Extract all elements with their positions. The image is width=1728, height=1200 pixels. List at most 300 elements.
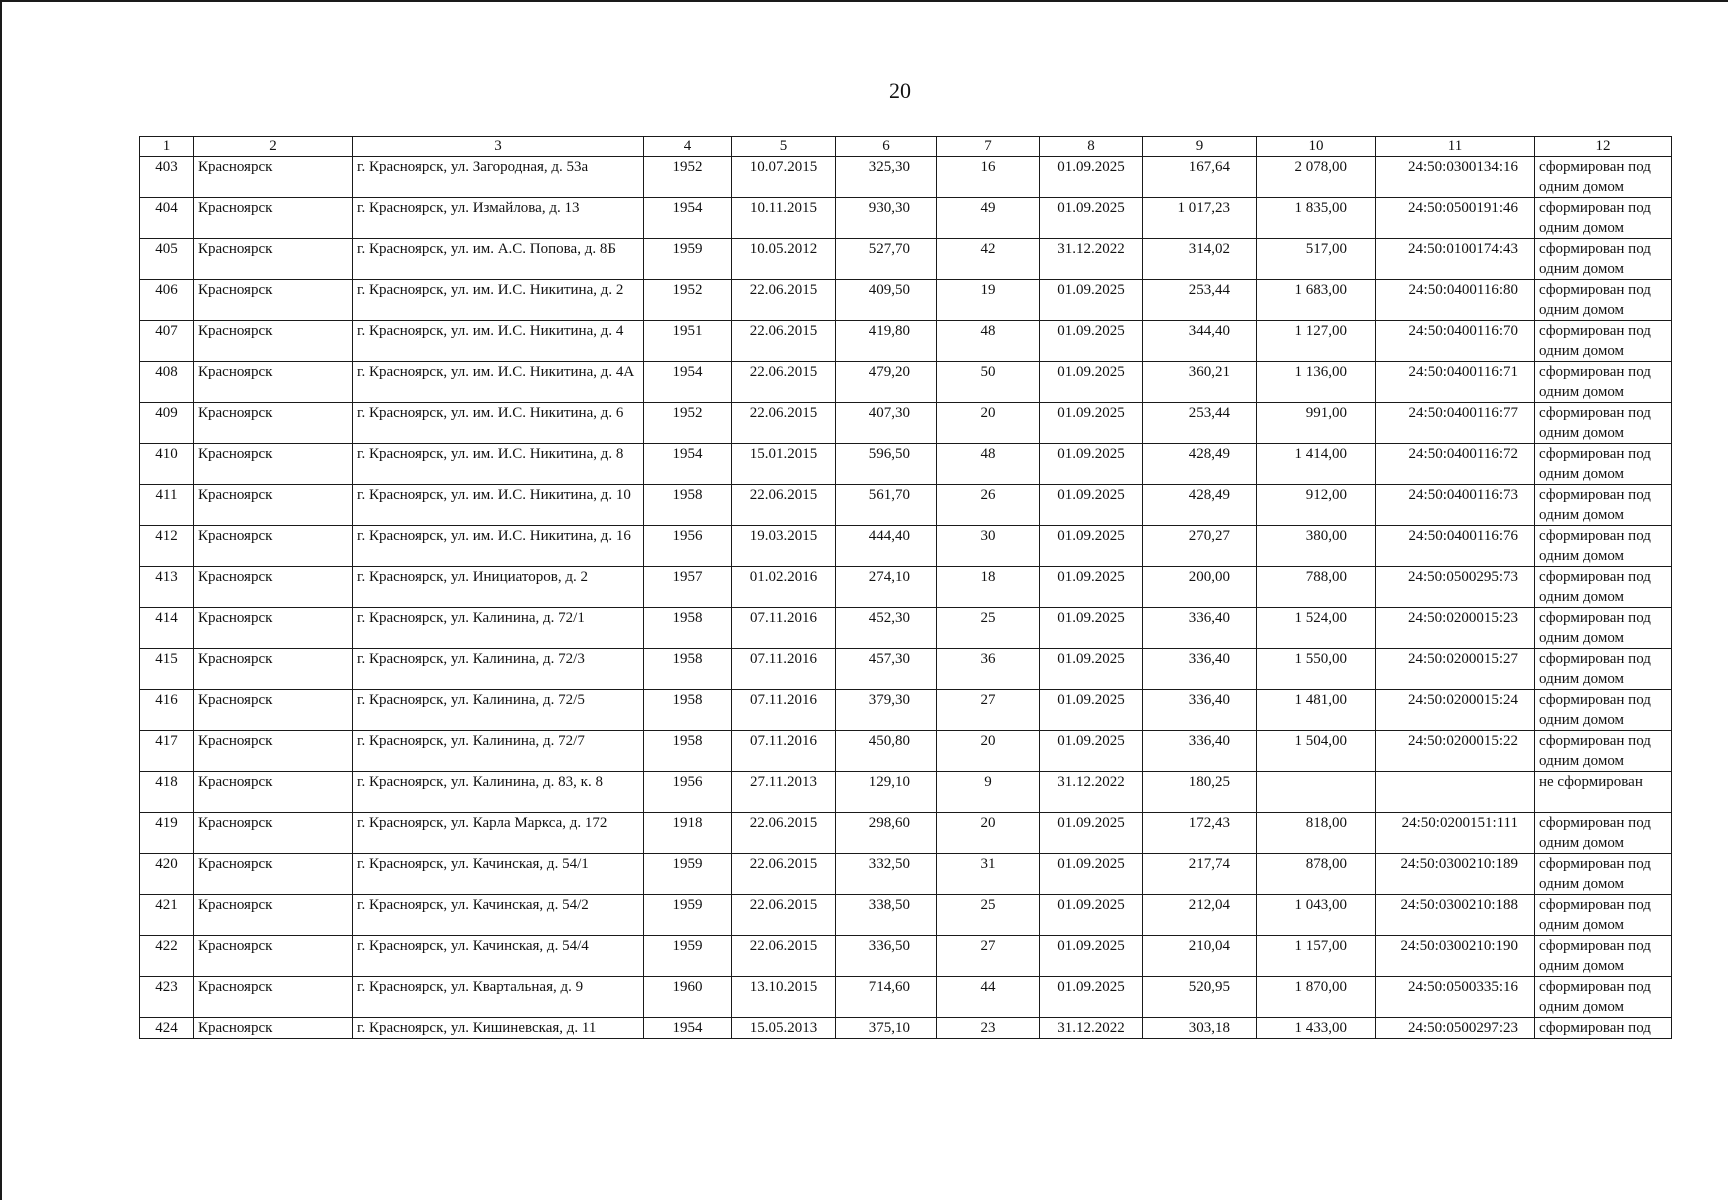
table-row xyxy=(140,526,1672,567)
residents-cell: 50 xyxy=(937,362,1040,403)
residents-cell: 49 xyxy=(937,198,1040,239)
cadastral-number-cell: 24:50:0500297:23 xyxy=(1376,1018,1535,1039)
year-built-cell: 1958 xyxy=(644,485,732,526)
land-status-cell: сформирован под одним домом xyxy=(1535,403,1672,444)
date-cell: 10.07.2015 xyxy=(732,157,836,198)
living-area-cell: 336,40 xyxy=(1143,690,1257,731)
row-number-cell: 412 xyxy=(140,526,194,567)
land-status-cell: сформирован под одним домом xyxy=(1535,895,1672,936)
date-cell: 22.06.2015 xyxy=(732,854,836,895)
residents-cell: 30 xyxy=(937,526,1040,567)
deadline-date-cell: 01.09.2025 xyxy=(1040,690,1143,731)
settlement-cell: Красноярск xyxy=(194,731,353,772)
living-area-cell: 200,00 xyxy=(1143,567,1257,608)
cadastral-number-cell: 24:50:0200151:111 xyxy=(1376,813,1535,854)
housing-registry-table xyxy=(139,136,1672,1039)
area-cell: 419,80 xyxy=(836,321,937,362)
residents-cell: 18 xyxy=(937,567,1040,608)
living-area-cell: 428,49 xyxy=(1143,485,1257,526)
date-cell: 22.06.2015 xyxy=(732,403,836,444)
date-cell: 07.11.2016 xyxy=(732,690,836,731)
area-cell: 338,50 xyxy=(836,895,937,936)
cadastral-number-cell: 24:50:0200015:22 xyxy=(1376,731,1535,772)
year-built-cell: 1958 xyxy=(644,608,732,649)
living-area-cell: 303,18 xyxy=(1143,1018,1257,1039)
date-cell: 19.03.2015 xyxy=(732,526,836,567)
cadastral-number-cell: 24:50:0300134:16 xyxy=(1376,157,1535,198)
table-row xyxy=(140,977,1672,1018)
land-status-cell: сформирован под одним домом xyxy=(1535,321,1672,362)
year-built-cell: 1959 xyxy=(644,895,732,936)
deadline-date-cell: 31.12.2022 xyxy=(1040,772,1143,813)
row-number-cell: 403 xyxy=(140,157,194,198)
land-status-cell: сформирован под одним домом xyxy=(1535,690,1672,731)
area-cell: 930,30 xyxy=(836,198,937,239)
column-header: 11 xyxy=(1376,137,1535,157)
land-area-cell: 991,00 xyxy=(1257,403,1376,444)
land-status-cell: сформирован под одним домом xyxy=(1535,977,1672,1018)
row-number-cell: 411 xyxy=(140,485,194,526)
land-status-cell: сформирован под одним домом xyxy=(1535,239,1672,280)
land-status-cell: сформирован под одним домом xyxy=(1535,936,1672,977)
land-area-cell: 1 127,00 xyxy=(1257,321,1376,362)
date-cell: 07.11.2016 xyxy=(732,731,836,772)
settlement-cell: Красноярск xyxy=(194,772,353,813)
table-row xyxy=(140,649,1672,690)
living-area-cell: 212,04 xyxy=(1143,895,1257,936)
column-header: 2 xyxy=(194,137,353,157)
address-cell: г. Красноярск, ул. Калинина, д. 72/7 xyxy=(353,731,644,772)
year-built-cell: 1958 xyxy=(644,731,732,772)
address-cell: г. Красноярск, ул. им. И.С. Никитина, д. 4 xyxy=(353,321,644,362)
address-cell: г. Красноярск, ул. им. И.С. Никитина, д. 2 xyxy=(353,280,644,321)
area-cell: 444,40 xyxy=(836,526,937,567)
area-cell: 407,30 xyxy=(836,403,937,444)
table-row xyxy=(140,608,1672,649)
address-cell: г. Красноярск, ул. Качинская, д. 54/1 xyxy=(353,854,644,895)
residents-cell: 19 xyxy=(937,280,1040,321)
address-cell: г. Красноярск, ул. Кишиневская, д. 11 xyxy=(353,1018,644,1039)
residents-cell: 48 xyxy=(937,321,1040,362)
address-cell: г. Красноярск, ул. Измайлова, д. 13 xyxy=(353,198,644,239)
land-area-cell: 1 835,00 xyxy=(1257,198,1376,239)
area-cell: 596,50 xyxy=(836,444,937,485)
living-area-cell: 167,64 xyxy=(1143,157,1257,198)
residents-cell: 16 xyxy=(937,157,1040,198)
year-built-cell: 1954 xyxy=(644,362,732,403)
deadline-date-cell: 01.09.2025 xyxy=(1040,567,1143,608)
area-cell: 714,60 xyxy=(836,977,937,1018)
deadline-date-cell: 01.09.2025 xyxy=(1040,854,1143,895)
land-area-cell: 912,00 xyxy=(1257,485,1376,526)
living-area-cell: 270,27 xyxy=(1143,526,1257,567)
settlement-cell: Красноярск xyxy=(194,444,353,485)
living-area-cell: 253,44 xyxy=(1143,280,1257,321)
date-cell: 13.10.2015 xyxy=(732,977,836,1018)
cadastral-number-cell: 24:50:0400116:72 xyxy=(1376,444,1535,485)
column-header: 1 xyxy=(140,137,194,157)
cadastral-number-cell: 24:50:0500295:73 xyxy=(1376,567,1535,608)
living-area-cell: 336,40 xyxy=(1143,731,1257,772)
row-number-cell: 414 xyxy=(140,608,194,649)
row-number-cell: 423 xyxy=(140,977,194,1018)
area-cell: 479,20 xyxy=(836,362,937,403)
row-number-cell: 418 xyxy=(140,772,194,813)
year-built-cell: 1956 xyxy=(644,526,732,567)
address-cell: г. Красноярск, ул. Калинина, д. 72/1 xyxy=(353,608,644,649)
date-cell: 22.06.2015 xyxy=(732,362,836,403)
column-header: 9 xyxy=(1143,137,1257,157)
land-status-cell: сформирован под одним домом xyxy=(1535,362,1672,403)
living-area-cell: 314,02 xyxy=(1143,239,1257,280)
settlement-cell: Красноярск xyxy=(194,1018,353,1039)
deadline-date-cell: 01.09.2025 xyxy=(1040,731,1143,772)
land-area-cell: 1 157,00 xyxy=(1257,936,1376,977)
table-row xyxy=(140,895,1672,936)
settlement-cell: Красноярск xyxy=(194,403,353,444)
table-row xyxy=(140,567,1672,608)
year-built-cell: 1952 xyxy=(644,280,732,321)
cadastral-number-cell: 24:50:0400116:70 xyxy=(1376,321,1535,362)
settlement-cell: Красноярск xyxy=(194,239,353,280)
row-number-cell: 424 xyxy=(140,1018,194,1039)
cadastral-number-cell: 24:50:0500335:16 xyxy=(1376,977,1535,1018)
deadline-date-cell: 01.09.2025 xyxy=(1040,362,1143,403)
settlement-cell: Красноярск xyxy=(194,649,353,690)
settlement-cell: Красноярск xyxy=(194,977,353,1018)
living-area-cell: 172,43 xyxy=(1143,813,1257,854)
row-number-cell: 408 xyxy=(140,362,194,403)
cadastral-number-cell: 24:50:0300210:188 xyxy=(1376,895,1535,936)
area-cell: 332,50 xyxy=(836,854,937,895)
cadastral-number-cell: 24:50:0400116:77 xyxy=(1376,403,1535,444)
cadastral-number-cell: 24:50:0100174:43 xyxy=(1376,239,1535,280)
residents-cell: 42 xyxy=(937,239,1040,280)
date-cell: 15.05.2013 xyxy=(732,1018,836,1039)
row-number-cell: 421 xyxy=(140,895,194,936)
area-cell: 452,30 xyxy=(836,608,937,649)
cadastral-number-cell: 24:50:0400116:80 xyxy=(1376,280,1535,321)
residents-cell: 27 xyxy=(937,690,1040,731)
year-built-cell: 1956 xyxy=(644,772,732,813)
table-row xyxy=(140,813,1672,854)
land-area-cell xyxy=(1257,772,1376,813)
land-status-cell: сформирован под одним домом xyxy=(1535,854,1672,895)
column-number-row xyxy=(140,137,1672,157)
settlement-cell: Красноярск xyxy=(194,895,353,936)
deadline-date-cell: 01.09.2025 xyxy=(1040,321,1143,362)
table-row xyxy=(140,485,1672,526)
table-row xyxy=(140,854,1672,895)
year-built-cell: 1958 xyxy=(644,690,732,731)
living-area-cell: 180,25 xyxy=(1143,772,1257,813)
year-built-cell: 1954 xyxy=(644,198,732,239)
area-cell: 527,70 xyxy=(836,239,937,280)
year-built-cell: 1958 xyxy=(644,649,732,690)
column-header: 7 xyxy=(937,137,1040,157)
row-number-cell: 416 xyxy=(140,690,194,731)
land-area-cell: 1 683,00 xyxy=(1257,280,1376,321)
date-cell: 22.06.2015 xyxy=(732,813,836,854)
registry-body xyxy=(140,157,1672,1039)
date-cell: 22.06.2015 xyxy=(732,485,836,526)
address-cell: г. Красноярск, ул. Калинина, д. 72/5 xyxy=(353,690,644,731)
row-number-cell: 404 xyxy=(140,198,194,239)
living-area-cell: 253,44 xyxy=(1143,403,1257,444)
date-cell: 07.11.2016 xyxy=(732,649,836,690)
address-cell: г. Красноярск, ул. Квартальная, д. 9 xyxy=(353,977,644,1018)
cadastral-number-cell: 24:50:0500191:46 xyxy=(1376,198,1535,239)
land-status-cell: сформирован под одним домом xyxy=(1535,731,1672,772)
living-area-cell: 217,74 xyxy=(1143,854,1257,895)
settlement-cell: Красноярск xyxy=(194,362,353,403)
area-cell: 379,30 xyxy=(836,690,937,731)
address-cell: г. Красноярск, ул. им. И.С. Никитина, д. 6 xyxy=(353,403,644,444)
table-row xyxy=(140,239,1672,280)
date-cell: 22.06.2015 xyxy=(732,895,836,936)
table-row xyxy=(140,280,1672,321)
address-cell: г. Красноярск, ул. Качинская, д. 54/4 xyxy=(353,936,644,977)
land-status-cell: сформирован под одним домом xyxy=(1535,280,1672,321)
residents-cell: 20 xyxy=(937,813,1040,854)
year-built-cell: 1952 xyxy=(644,157,732,198)
land-status-cell: сформирован под одним домом xyxy=(1535,198,1672,239)
cadastral-number-cell: 24:50:0300210:190 xyxy=(1376,936,1535,977)
date-cell: 22.06.2015 xyxy=(732,936,836,977)
residents-cell: 36 xyxy=(937,649,1040,690)
column-header: 10 xyxy=(1257,137,1376,157)
settlement-cell: Красноярск xyxy=(194,854,353,895)
settlement-cell: Красноярск xyxy=(194,198,353,239)
row-number-cell: 407 xyxy=(140,321,194,362)
cadastral-number-cell xyxy=(1376,772,1535,813)
land-area-cell: 788,00 xyxy=(1257,567,1376,608)
year-built-cell: 1954 xyxy=(644,1018,732,1039)
area-cell: 129,10 xyxy=(836,772,937,813)
land-area-cell: 1 504,00 xyxy=(1257,731,1376,772)
cadastral-number-cell: 24:50:0200015:23 xyxy=(1376,608,1535,649)
column-header: 12 xyxy=(1535,137,1672,157)
area-cell: 325,30 xyxy=(836,157,937,198)
deadline-date-cell: 01.09.2025 xyxy=(1040,977,1143,1018)
area-cell: 561,70 xyxy=(836,485,937,526)
year-built-cell: 1959 xyxy=(644,936,732,977)
living-area-cell: 336,40 xyxy=(1143,649,1257,690)
date-cell: 15.01.2015 xyxy=(732,444,836,485)
date-cell: 07.11.2016 xyxy=(732,608,836,649)
year-built-cell: 1951 xyxy=(644,321,732,362)
area-cell: 336,50 xyxy=(836,936,937,977)
settlement-cell: Красноярск xyxy=(194,321,353,362)
deadline-date-cell: 01.09.2025 xyxy=(1040,403,1143,444)
residents-cell: 48 xyxy=(937,444,1040,485)
living-area-cell: 210,04 xyxy=(1143,936,1257,977)
address-cell: г. Красноярск, ул. Загородная, д. 53а xyxy=(353,157,644,198)
deadline-date-cell: 01.09.2025 xyxy=(1040,813,1143,854)
deadline-date-cell: 01.09.2025 xyxy=(1040,444,1143,485)
land-area-cell: 1 870,00 xyxy=(1257,977,1376,1018)
date-cell: 22.06.2015 xyxy=(732,280,836,321)
land-area-cell: 1 043,00 xyxy=(1257,895,1376,936)
land-status-cell: сформирован под одним домом xyxy=(1535,485,1672,526)
residents-cell: 20 xyxy=(937,403,1040,444)
living-area-cell: 428,49 xyxy=(1143,444,1257,485)
cadastral-number-cell: 24:50:0200015:27 xyxy=(1376,649,1535,690)
deadline-date-cell: 01.09.2025 xyxy=(1040,936,1143,977)
page-number: 20 xyxy=(889,78,911,103)
year-built-cell: 1954 xyxy=(644,444,732,485)
land-status-cell: не сформирован xyxy=(1535,772,1672,813)
row-number-cell: 406 xyxy=(140,280,194,321)
row-number-cell: 405 xyxy=(140,239,194,280)
land-status-cell: сформирован под одним домом xyxy=(1535,157,1672,198)
table-row xyxy=(140,1018,1672,1039)
cadastral-number-cell: 24:50:0300210:189 xyxy=(1376,854,1535,895)
row-number-cell: 410 xyxy=(140,444,194,485)
land-area-cell: 1 481,00 xyxy=(1257,690,1376,731)
living-area-cell: 1 017,23 xyxy=(1143,198,1257,239)
land-area-cell: 1 524,00 xyxy=(1257,608,1376,649)
column-header: 6 xyxy=(836,137,937,157)
date-cell: 22.06.2015 xyxy=(732,321,836,362)
residents-cell: 9 xyxy=(937,772,1040,813)
address-cell: г. Красноярск, ул. Калинина, д. 72/3 xyxy=(353,649,644,690)
table-row xyxy=(140,321,1672,362)
date-cell: 27.11.2013 xyxy=(732,772,836,813)
area-cell: 457,30 xyxy=(836,649,937,690)
area-cell: 450,80 xyxy=(836,731,937,772)
land-status-cell: сформирован под одним домом xyxy=(1535,444,1672,485)
row-number-cell: 417 xyxy=(140,731,194,772)
date-cell: 01.02.2016 xyxy=(732,567,836,608)
table-row xyxy=(140,444,1672,485)
land-area-cell: 1 550,00 xyxy=(1257,649,1376,690)
area-cell: 409,50 xyxy=(836,280,937,321)
living-area-cell: 336,40 xyxy=(1143,608,1257,649)
table-row xyxy=(140,198,1672,239)
residents-cell: 25 xyxy=(937,608,1040,649)
land-status-cell: сформирован под одним домом xyxy=(1535,526,1672,567)
column-header: 8 xyxy=(1040,137,1143,157)
address-cell: г. Красноярск, ул. им. И.С. Никитина, д. 8 xyxy=(353,444,644,485)
residents-cell: 31 xyxy=(937,854,1040,895)
address-cell: г. Красноярск, ул. им. И.С. Никитина, д. 4А xyxy=(353,362,644,403)
address-cell: г. Красноярск, ул. Калинина, д. 83, к. 8 xyxy=(353,772,644,813)
row-number-cell: 413 xyxy=(140,567,194,608)
deadline-date-cell: 01.09.2025 xyxy=(1040,198,1143,239)
table-row xyxy=(140,936,1672,977)
column-header: 3 xyxy=(353,137,644,157)
address-cell: г. Красноярск, ул. Карла Маркса, д. 172 xyxy=(353,813,644,854)
land-area-cell: 2 078,00 xyxy=(1257,157,1376,198)
settlement-cell: Красноярск xyxy=(194,608,353,649)
row-number-cell: 409 xyxy=(140,403,194,444)
settlement-cell: Красноярск xyxy=(194,485,353,526)
cadastral-number-cell: 24:50:0400116:73 xyxy=(1376,485,1535,526)
year-built-cell: 1959 xyxy=(644,239,732,280)
land-area-cell: 878,00 xyxy=(1257,854,1376,895)
residents-cell: 27 xyxy=(937,936,1040,977)
address-cell: г. Красноярск, ул. Инициаторов, д. 2 xyxy=(353,567,644,608)
residents-cell: 23 xyxy=(937,1018,1040,1039)
settlement-cell: Красноярск xyxy=(194,690,353,731)
row-number-cell: 422 xyxy=(140,936,194,977)
living-area-cell: 344,40 xyxy=(1143,321,1257,362)
deadline-date-cell: 01.09.2025 xyxy=(1040,485,1143,526)
settlement-cell: Красноярск xyxy=(194,280,353,321)
year-built-cell: 1957 xyxy=(644,567,732,608)
land-status-cell: сформирован под одним домом xyxy=(1535,813,1672,854)
deadline-date-cell: 01.09.2025 xyxy=(1040,280,1143,321)
year-built-cell: 1959 xyxy=(644,854,732,895)
land-area-cell: 1 414,00 xyxy=(1257,444,1376,485)
land-area-cell: 1 136,00 xyxy=(1257,362,1376,403)
living-area-cell: 360,21 xyxy=(1143,362,1257,403)
address-cell: г. Красноярск, ул. им. И.С. Никитина, д. 10 xyxy=(353,485,644,526)
residents-cell: 26 xyxy=(937,485,1040,526)
area-cell: 375,10 xyxy=(836,1018,937,1039)
table-row xyxy=(140,690,1672,731)
deadline-date-cell: 31.12.2022 xyxy=(1040,1018,1143,1039)
deadline-date-cell: 01.09.2025 xyxy=(1040,895,1143,936)
column-header: 4 xyxy=(644,137,732,157)
year-built-cell: 1960 xyxy=(644,977,732,1018)
address-cell: г. Красноярск, ул. им. А.С. Попова, д. 8Б xyxy=(353,239,644,280)
land-area-cell: 380,00 xyxy=(1257,526,1376,567)
table-row xyxy=(140,731,1672,772)
table-row xyxy=(140,362,1672,403)
address-cell: г. Красноярск, ул. Качинская, д. 54/2 xyxy=(353,895,644,936)
land-status-cell: сформирован под xyxy=(1535,1018,1672,1039)
land-status-cell: сформирован под одним домом xyxy=(1535,567,1672,608)
land-area-cell: 517,00 xyxy=(1257,239,1376,280)
row-number-cell: 420 xyxy=(140,854,194,895)
settlement-cell: Красноярск xyxy=(194,526,353,567)
residents-cell: 25 xyxy=(937,895,1040,936)
settlement-cell: Красноярск xyxy=(194,157,353,198)
cadastral-number-cell: 24:50:0200015:24 xyxy=(1376,690,1535,731)
row-number-cell: 415 xyxy=(140,649,194,690)
row-number-cell: 419 xyxy=(140,813,194,854)
deadline-date-cell: 01.09.2025 xyxy=(1040,608,1143,649)
table-row xyxy=(140,403,1672,444)
land-area-cell: 1 433,00 xyxy=(1257,1018,1376,1039)
column-header: 5 xyxy=(732,137,836,157)
land-status-cell: сформирован под одним домом xyxy=(1535,649,1672,690)
address-cell: г. Красноярск, ул. им. И.С. Никитина, д. 16 xyxy=(353,526,644,567)
residents-cell: 20 xyxy=(937,731,1040,772)
year-built-cell: 1952 xyxy=(644,403,732,444)
settlement-cell: Красноярск xyxy=(194,813,353,854)
table-row xyxy=(140,772,1672,813)
living-area-cell: 520,95 xyxy=(1143,977,1257,1018)
settlement-cell: Красноярск xyxy=(194,936,353,977)
area-cell: 274,10 xyxy=(836,567,937,608)
settlement-cell: Красноярск xyxy=(194,567,353,608)
deadline-date-cell: 31.12.2022 xyxy=(1040,239,1143,280)
land-area-cell: 818,00 xyxy=(1257,813,1376,854)
land-status-cell: сформирован под одним домом xyxy=(1535,608,1672,649)
cadastral-number-cell: 24:50:0400116:76 xyxy=(1376,526,1535,567)
deadline-date-cell: 01.09.2025 xyxy=(1040,526,1143,567)
area-cell: 298,60 xyxy=(836,813,937,854)
residents-cell: 44 xyxy=(937,977,1040,1018)
date-cell: 10.05.2012 xyxy=(732,239,836,280)
cadastral-number-cell: 24:50:0400116:71 xyxy=(1376,362,1535,403)
table-row xyxy=(140,157,1672,198)
deadline-date-cell: 01.09.2025 xyxy=(1040,157,1143,198)
deadline-date-cell: 01.09.2025 xyxy=(1040,649,1143,690)
